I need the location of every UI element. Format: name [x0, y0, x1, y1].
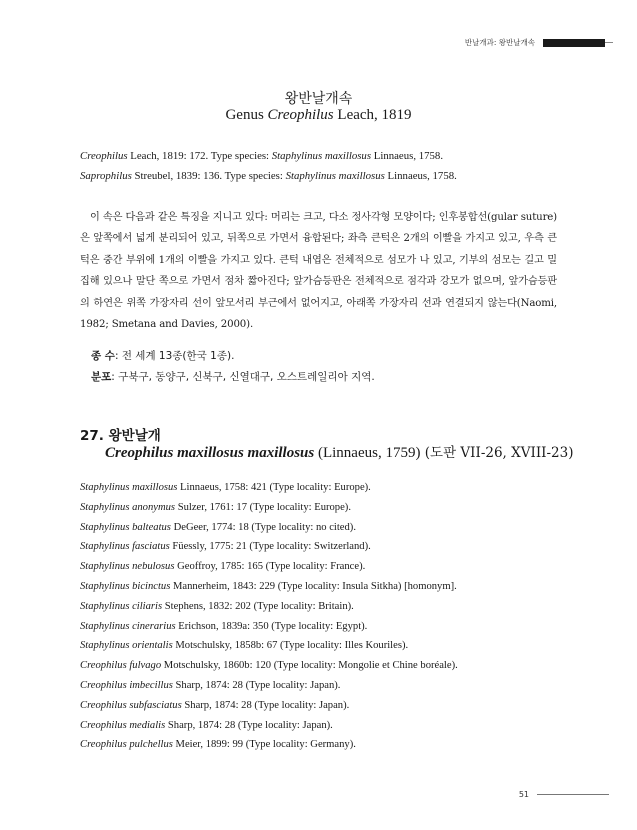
synonym-name: Staphylinus ciliaris [80, 600, 163, 612]
synonym-name: Staphylinus orientalis [80, 640, 173, 652]
page-number: 51 [518, 790, 529, 799]
synonym-name: Staphylinus cinerarius [80, 620, 176, 632]
synonym-citation: Geoffroy, 1785: 165 (Type locality: France). [174, 561, 366, 573]
genus-prefix: Genus [225, 107, 268, 123]
running-title: 반날개과: 왕반날개속 [464, 38, 535, 47]
synonym-citation: Stephens, 1832: 202 (Type locality: Britain). [162, 600, 354, 612]
synonym-entry [80, 680, 458, 700]
distribution-label: 분포 [91, 371, 112, 383]
synonym-name: Staphylinus balteatus [80, 521, 171, 533]
synonym-citation: DeGeer, 1774: 18 (Type locality: no cited). [170, 521, 356, 533]
synonym-citation: Sharp, 1874: 28 (Type locality: Japan). [165, 719, 333, 731]
synonym-citation: Mannerheim, 1843: 229 (Type locality: Insula Sitkha) [homonym]. [170, 580, 457, 592]
running-header [465, 37, 613, 48]
synonym-entry [80, 482, 458, 502]
species-latin-name: Creophilus maxillosus maxillosus [105, 445, 315, 461]
synonym-citation: Sharp, 1874: 28 (Type locality: Japan). [181, 699, 350, 711]
species-count [91, 348, 234, 363]
genus-latin-title [0, 107, 637, 124]
synonym-list [80, 482, 458, 759]
synonym-name: Creophilus imbecillus [80, 679, 173, 691]
distribution [91, 369, 375, 384]
synonym-entry [80, 720, 458, 740]
synonym-name: Creophilus fulvago [80, 660, 162, 672]
synonym-name: Creophilus subfasciatus [80, 699, 182, 711]
synonym-name: Creophilus medialis [80, 719, 166, 731]
synonym-entry [80, 640, 458, 660]
synonym-citation: Füessly, 1775: 21 (Type locality: Switzerland). [169, 541, 371, 553]
synonym-citation: Motschulsky, 1860b: 120 (Type locality: Mongolie et Chine boréale). [161, 660, 458, 672]
synonym-name: Staphylinus bicinctus [80, 580, 171, 592]
synonym-entry [80, 739, 458, 759]
species-number: 27. [80, 428, 104, 444]
genus-korean-title: 왕반날개속 [284, 91, 353, 107]
genus-author: Leach, 1819 [333, 107, 412, 123]
synonym-citation: Linnaeus, 1758: 421 (Type locality: Europe). [177, 482, 371, 493]
type-species-name: Staphylinus maxillosus [271, 150, 372, 162]
genus-synonym [80, 150, 443, 162]
synonym-citation: Erichson, 1839a: 350 (Type locality: Egypt). [175, 620, 368, 632]
type-species-author: Linnaeus, 1758. [371, 150, 444, 162]
genus-synonym-name: Creophilus [80, 150, 128, 162]
species-plates: (도판 VII-26, XVIII-23) [420, 445, 574, 461]
genus-synonym-name: Saprophilus [80, 170, 132, 182]
genus-synonym [80, 170, 457, 182]
species-count-value: : 전 세계 13종(한국 1종). [114, 350, 235, 362]
synonym-entry [80, 561, 458, 581]
species-count-label: 종 수 [91, 350, 115, 362]
synonym-entry [80, 581, 458, 601]
synonym-name: Staphylinus anonymus [80, 501, 176, 513]
synonym-citation: Sulzer, 1761: 17 (Type locality: Europe). [175, 501, 351, 513]
header-bar [543, 39, 605, 47]
synonym-name: Staphylinus fasciatus [80, 541, 170, 553]
type-species-name: Staphylinus maxillosus [285, 170, 385, 182]
genus-synonym-citation: Leach, 1819: 172. Type species: [127, 150, 272, 162]
synonym-entry [80, 621, 458, 641]
synonym-entry [80, 660, 458, 680]
synonym-entry [80, 541, 458, 561]
synonym-entry [80, 601, 458, 621]
header-rule [605, 42, 613, 43]
synonym-citation: Motschulsky, 1858b: 67 (Type locality: Illes Kouriles). [172, 640, 409, 652]
synonym-citation: Meier, 1899: 99 (Type locality: Germany). [172, 739, 356, 751]
genus-description: 이 속은 다음과 같은 특징을 지니고 있다: 머리는 크고, 다소 정사각형 모양이다; 인후봉합선(gular suture)은 앞쪽에서 넓게 분리되어 있고, 뒤쪽으로 가면서 융합된다; 좌측 큰턱은 2개의 이빨을 가지고 있고, 우측 큰턱은 중간 부위에 1개의 이빨을 가지고 있다. 큰턱 내엽은 전체적으로 섬모가 나 있고, 기부의 섬모는 길고 밀집해 있으나 말단 쪽으로 가면서 점차 짧아진다; 앞가슴등판은 전체적으로 점각과 강모가 없으며, 앞가슴등판의 하연은 위쪽 가장자리 선이 앞모서리 부근에서 없어지고, 아래쪽 가장자리 선과 연결되지 않는다(Naomi, 1982; Smetana and Davies, 2000). [80, 212, 557, 331]
genus-name: Creophilus [267, 107, 334, 123]
genus-synonym-citation: Streubel, 1839: 136. Type species: [131, 170, 286, 182]
species-korean-name: 왕반날개 [108, 428, 161, 444]
synonym-citation: Sharp, 1874: 28 (Type locality: Japan). [172, 679, 341, 691]
distribution-value: : 구북구, 동양구, 신북구, 신열대구, 오스트레일리아 지역. [111, 371, 375, 383]
synonym-entry [80, 502, 458, 522]
synonym-name: Staphylinus nebulosus [80, 561, 175, 573]
species-author: (Linnaeus, 1759) [314, 445, 421, 461]
type-species-author: Linnaeus, 1758. [384, 170, 457, 182]
species-latin-heading [105, 441, 574, 462]
synonym-entry [80, 700, 458, 720]
footer-rule [537, 794, 609, 795]
synonym-name: Creophilus pulchellus [80, 739, 173, 751]
synonym-entry [80, 522, 458, 542]
page-footer [519, 790, 609, 799]
synonym-name: Staphylinus maxillosus [80, 482, 178, 493]
